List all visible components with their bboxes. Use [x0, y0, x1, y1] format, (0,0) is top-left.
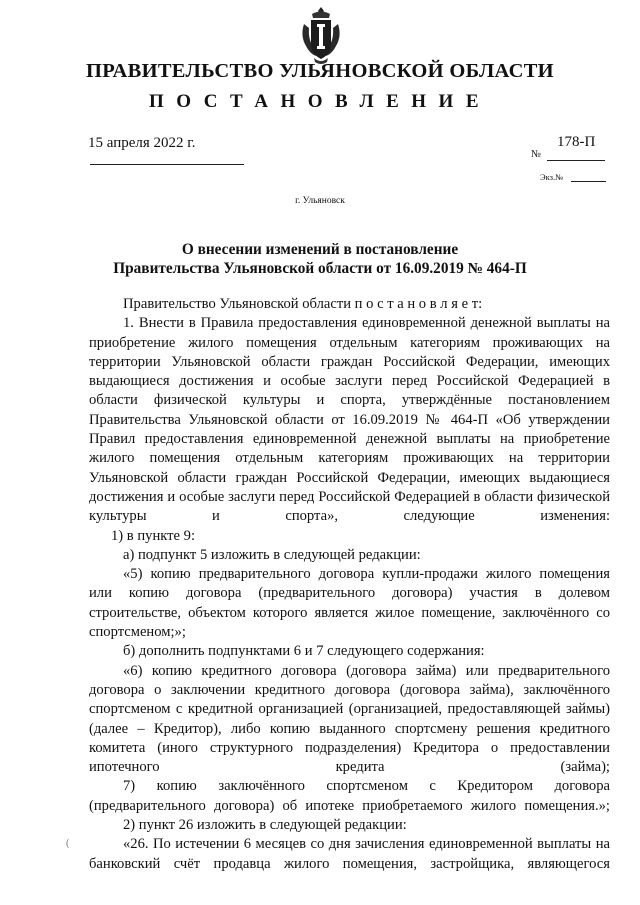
paragraph-9 [89, 835, 610, 874]
paragraph-5 [89, 642, 610, 661]
decree-number: 178-П [557, 134, 596, 150]
paragraph-7-text: 7) копию заключённого спортсменом с Кредитором договора (предварительного договора) об ипотеке приобретаемого жилого помещения.»; [89, 778, 610, 814]
paragraph-2-text: 1) в пункте 9: [111, 527, 196, 544]
government-title: ПРАВИТЕЛЬСТВО УЛЬЯНОВСКОЙ ОБЛАСТИ [86, 60, 554, 82]
copy-number-label: Экз.№ [540, 172, 564, 182]
margin-mark: ( [66, 838, 70, 849]
preamble-spaced: п о с т а н о в л я е т [354, 296, 479, 312]
paragraph-3 [89, 546, 610, 565]
paragraph-6-text: «6) копию кредитного договора (договора займа) или предварительного договора о заключении кредитного договора (договора займа), заключённого спортсменом с кредитной организацией (организацией, предоставляющей займы) (далее – Кредитор), либо копию выданного спортсмену решения кредитного комитета (иного структурного подразделения) Кредитора о предоставлении ипотечного кредита (займа); [89, 662, 610, 776]
decree-date: 15 апреля 2022 г. [88, 135, 196, 151]
subject-line-1: О внесении изменений в постановление [181, 241, 459, 258]
paragraph-2 [89, 527, 610, 546]
city-label: г. Ульяновск [295, 196, 345, 206]
preamble-start: Правительство Ульяновской области [123, 296, 355, 312]
coat-of-arms-icon [300, 6, 342, 66]
paragraph-3-text: а) подпункт 5 изложить в следующей редакции: [123, 546, 421, 563]
paragraph-6 [89, 662, 610, 778]
number-underline [547, 160, 605, 161]
preamble-end: : [478, 296, 483, 312]
date-underline [90, 164, 244, 165]
copy-number-underline [571, 181, 606, 182]
paragraph-1-text: 1. Внести в Правила предоставления единовременной денежной выплаты на приобретение жилого помещения отдельным категориям проживающих на территории Ульяновской области граждан Российской Федерации, имеющих выдающиеся достижения и особые заслуги перед Российской Федерацией в области физической культуры и спорта, утверждённые постановлением Правительства Ульяновской области от 16.09.2019 № 464-П «Об утверждении Правил предоставления единовременной денежной выплаты на приобретение жилого помещения отдельным категориям проживающих на территории Ульяновской области граждан Российской Федерации, имеющих выдающиеся достижения и особые заслуги перед Российской Федерацией в области физической культуры и спорта», следующие изменения: [89, 315, 610, 525]
paragraph-8-text: 2) пункт 26 изложить в следующей редакции: [123, 817, 407, 834]
decree-subject [0, 240, 640, 278]
paragraph-5-text: б) дополнить подпунктами 6 и 7 следующего содержания: [123, 643, 485, 660]
preamble [89, 295, 610, 314]
paragraph-4 [89, 565, 610, 642]
paragraph-9-text: «26. По истечении 6 месяцев со дня зачисления единовременной выплаты на банковский счёт продавца жилого помещения, застройщика, являющегося [89, 836, 610, 872]
paragraph-1 [89, 314, 610, 526]
document-type-title: ПОСТАНОВЛЕНИЕ [148, 91, 492, 112]
decree-body [89, 295, 610, 874]
subject-line-2: Правительства Ульяновской области от 16.09.2019 № 464-П [113, 260, 527, 277]
paragraph-7 [89, 777, 610, 816]
paragraph-8 [89, 816, 610, 835]
number-sign: № [531, 149, 542, 160]
paragraph-4-text: «5) копию предварительного договора купли-продажи жилого помещения или копию договора (предварительного договора) участия в долевом строительстве, объектом которого является жилое помещение, заключённого со спортсменом;»; [89, 566, 610, 641]
